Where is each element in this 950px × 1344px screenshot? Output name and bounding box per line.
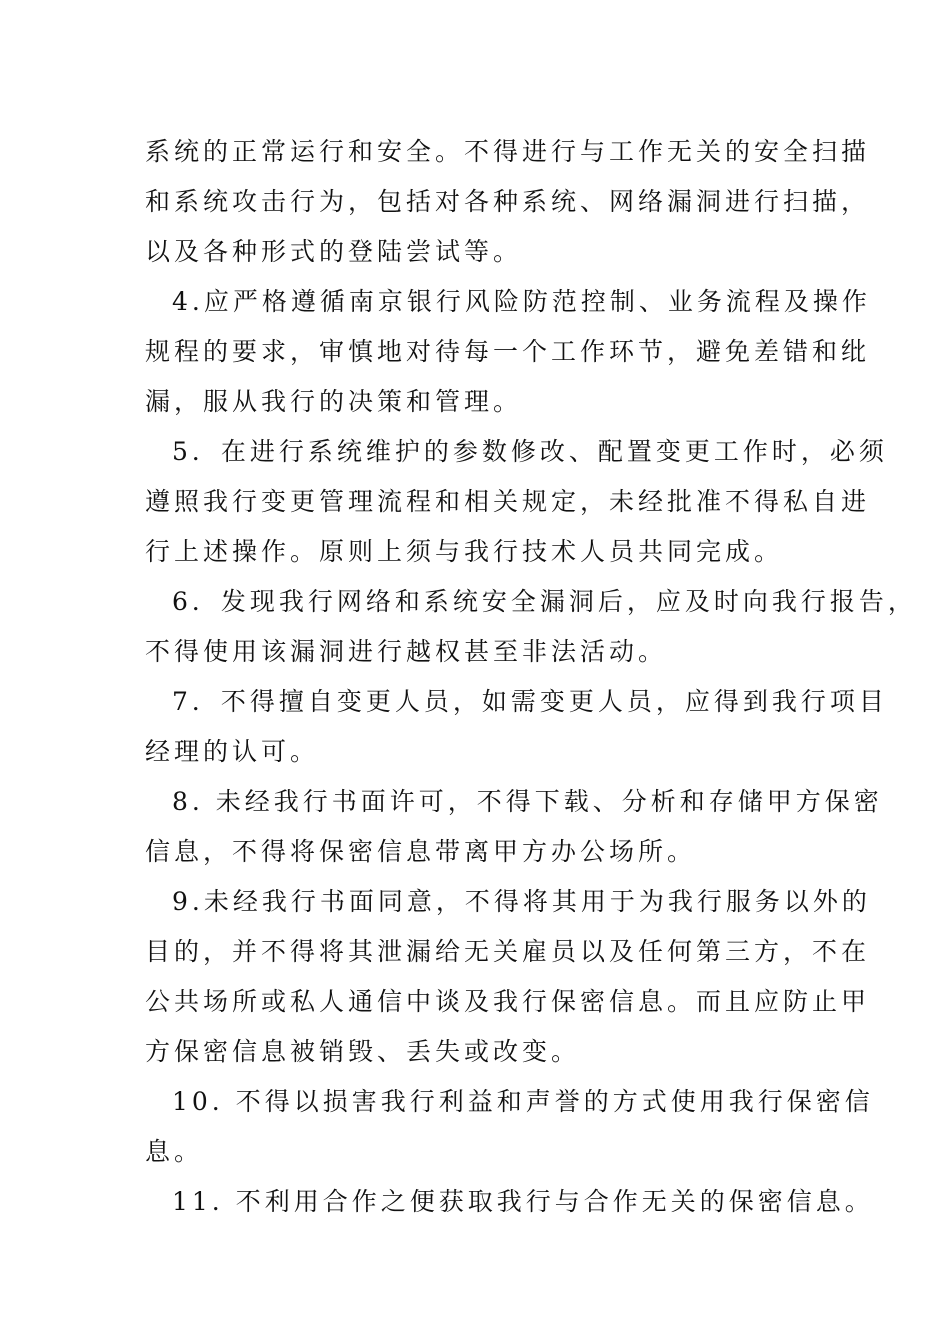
text-line: 和系统攻击行为，包括对各种系统、网络漏洞进行扫描， <box>145 187 871 216</box>
paragraph-start-item-10: 10. 不得以损害我行利益和声誉的方式使用我行保密信 <box>172 1087 874 1116</box>
text-line: 经理的认可。 <box>145 737 320 766</box>
text-line: 系统的正常运行和安全。不得进行与工作无关的安全扫描 <box>145 137 871 166</box>
text-line: 息。 <box>145 1137 204 1166</box>
text-line: 漏，服从我行的决策和管理。 <box>145 387 523 416</box>
paragraph-start-item-11: 11. 不利用合作之便获取我行与合作无关的保密信息。 <box>172 1187 874 1216</box>
text-line: 信息，不得将保密信息带离甲方办公场所。 <box>145 837 697 866</box>
paragraph-start-item-7: 7．不得擅自变更人员，如需变更人员，应得到我行项目 <box>172 687 888 716</box>
text-line: 方保密信息被销毁、丢失或改变。 <box>145 1037 581 1066</box>
paragraph-start-item-6: 6．发现我行网络和系统安全漏洞后，应及时向我行报告， <box>172 587 917 616</box>
text-line: 不得使用该漏洞进行越权甚至非法活动。 <box>145 637 668 666</box>
paragraph-start-item-4: 4.应严格遵循南京银行风险防范控制、业务流程及操作 <box>172 287 871 316</box>
text-line: 规程的要求，审慎地对待每一个工作环节，避免差错和纰 <box>145 337 871 366</box>
text-line: 以及各种形式的登陆尝试等。 <box>145 237 523 266</box>
text-line: 行上述操作。原则上须与我行技术人员共同完成。 <box>145 537 784 566</box>
paragraph-start-item-8: 8. 未经我行书面许可，不得下载、分析和存储甲方保密 <box>172 787 883 816</box>
paragraph-start-item-9: 9.未经我行书面同意，不得将其用于为我行服务以外的 <box>172 887 871 916</box>
text-line: 遵照我行变更管理流程和相关规定，未经批准不得私自进 <box>145 487 871 516</box>
text-line: 目的，并不得将其泄漏给无关雇员以及任何第三方，不在 <box>145 937 871 966</box>
text-line: 公共场所或私人通信中谈及我行保密信息。而且应防止甲 <box>145 987 871 1016</box>
paragraph-start-item-5: 5．在进行系统维护的参数修改、配置变更工作时，必须 <box>172 437 888 466</box>
